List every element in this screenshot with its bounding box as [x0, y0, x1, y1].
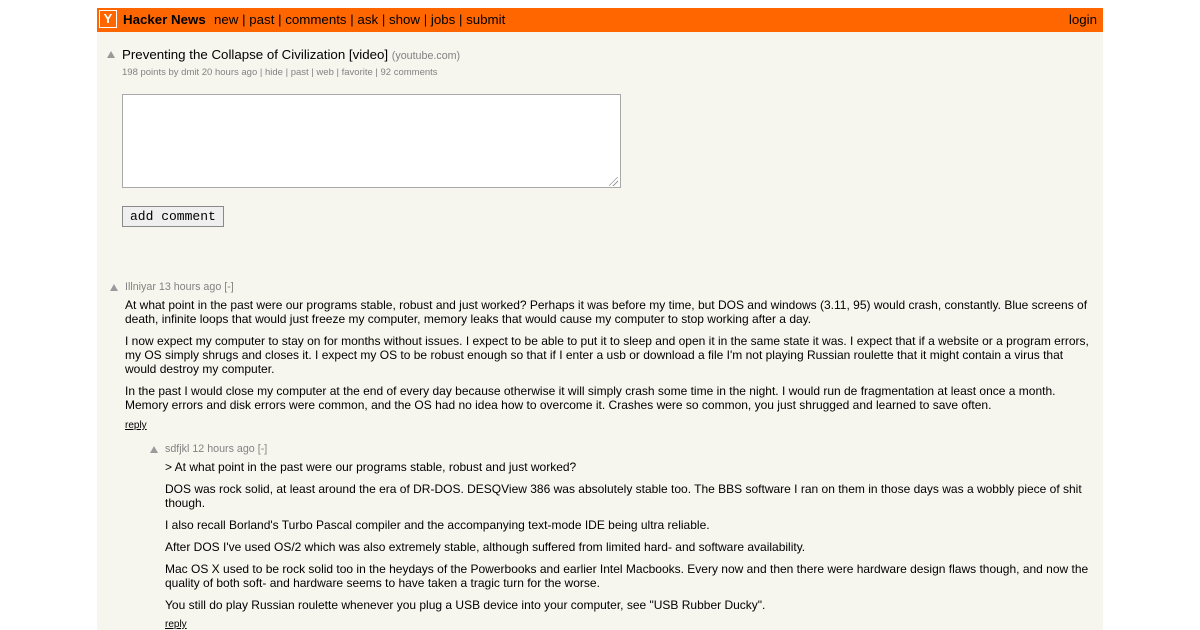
comment-paragraph: At what point in the past were our programs stable, robust and just worked? Perhaps it was before my time, but DOS and windows (3.11, 95) would crash, constantly. Blue screens of death, infinite loops that would just freeze my computer, memory leaks that would cause my computer to stop working after a day. — [125, 298, 1088, 326]
reply-link[interactable]: reply — [125, 420, 147, 431]
comment-user-link[interactable]: Illniyar — [125, 281, 156, 293]
comment-paragraph: DOS was rock solid, at least around the era of DR-DOS. DESQView 386 was absolutely stable too. The BBS software I ran on them in those days was a wobbly piece of shit though. — [165, 482, 1082, 510]
story-title-row — [122, 46, 460, 65]
past-link[interactable]: past — [290, 67, 309, 78]
comment-age-link[interactable]: 12 hours ago — [192, 443, 255, 455]
comment-paragraph: > At what point in the past were our programs stable, robust and just worked? — [165, 460, 577, 474]
nav-show[interactable]: show — [388, 12, 421, 27]
login-link[interactable]: login — [1068, 12, 1097, 27]
favorite-link[interactable]: favorite — [341, 67, 373, 78]
upvote-arrow-icon[interactable] — [107, 51, 115, 58]
story-subtext: 198 points by dmit 20 hours ago | hide | past | web | favorite | 92 comments — [122, 67, 438, 78]
nav-links — [214, 12, 505, 28]
reply-link[interactable]: reply — [165, 619, 187, 630]
nav-separator: | — [378, 12, 389, 27]
nav-separator: | — [420, 12, 431, 27]
nav-separator: | — [346, 12, 358, 27]
comment-user-link[interactable]: sdfjkl — [165, 443, 190, 455]
nav-new[interactable]: new — [214, 12, 239, 27]
nav-separator: | — [238, 12, 250, 27]
comments-count-link[interactable]: 92 comments — [380, 67, 438, 78]
comment-paragraph: In the past I would close my computer at the end of every day because otherwise it will simply crash some time in the night. I would run de fragmentation at least once a month. Memory errors and disk errors were common, and the OS had no idea how to overcome it. Crashes were so common, you just shrugged and learned to save often. — [125, 384, 1056, 412]
comment-paragraph: Mac OS X used to be rock solid too in the heydays of the Powerbooks and earlier Intel Macbooks. Every now and then there were hardware design flaws though, and now the quality of both soft- and hardware seems to have taken a tragic turn for the worse. — [165, 562, 1089, 590]
site-name-link[interactable]: Hacker News — [123, 12, 206, 27]
story-domain[interactable]: (youtube.com) — [391, 50, 461, 62]
page — [97, 8, 1103, 630]
story-by: by — [168, 67, 179, 78]
story-age-link[interactable]: 20 hours ago — [201, 67, 258, 78]
hide-link[interactable]: hide — [264, 67, 283, 78]
comment-paragraph: You still do play Russian roulette whenever you plug a USB device into your computer, see "USB Rubber Ducky". — [165, 598, 766, 612]
nav-ask[interactable]: ask — [357, 12, 379, 27]
story-user-link[interactable]: dmit — [181, 67, 200, 78]
web-link[interactable]: web — [316, 67, 334, 78]
comment-body — [165, 460, 1093, 620]
nav-separator: | — [274, 12, 286, 27]
story-points: 198 points — [122, 67, 166, 78]
collapse-toggle[interactable]: [-] — [224, 281, 234, 293]
nav-separator: | — [455, 12, 467, 27]
comment-body — [125, 298, 1093, 420]
comment-textarea[interactable] — [122, 94, 621, 188]
comment-paragraph: After DOS I've used OS/2 which was also extremely stable, although suffered from limited hard- and software availability. — [165, 540, 806, 554]
collapse-toggle[interactable]: [-] — [257, 443, 268, 455]
nav-jobs[interactable]: jobs — [430, 12, 456, 27]
comment-header — [125, 281, 234, 294]
comment-age-link[interactable]: 13 hours ago — [158, 281, 222, 293]
nav-comments[interactable]: comments — [285, 12, 347, 27]
top-bar — [97, 8, 1103, 32]
comment-paragraph: I also recall Borland's Turbo Pascal compiler and the accompanying text-mode IDE being ultra reliable. — [165, 518, 710, 532]
comment-paragraph: I now expect my computer to stay on for months without issues. I expect to be able to put it to sleep and open it in the same state it was. I expect that if a website or a program errors, my OS simply shrugs and closes it. I expect my OS to be robust enough so that if I enter a usb or download a file I'm not playing Russian roulette that it might contain a virus that would destroy my computer. — [125, 334, 1089, 376]
upvote-arrow-icon[interactable] — [110, 284, 118, 291]
nav-past[interactable]: past — [249, 12, 275, 27]
y-logo-icon[interactable]: Y — [99, 10, 117, 28]
add-comment-button[interactable]: add comment — [122, 206, 224, 227]
upvote-arrow-icon[interactable] — [150, 446, 158, 453]
comment-header — [165, 443, 267, 456]
story-title-link[interactable]: Preventing the Collapse of Civilization [video] — [122, 47, 389, 62]
resize-grip-icon[interactable] — [609, 177, 618, 186]
nav-submit[interactable]: submit — [466, 12, 506, 27]
